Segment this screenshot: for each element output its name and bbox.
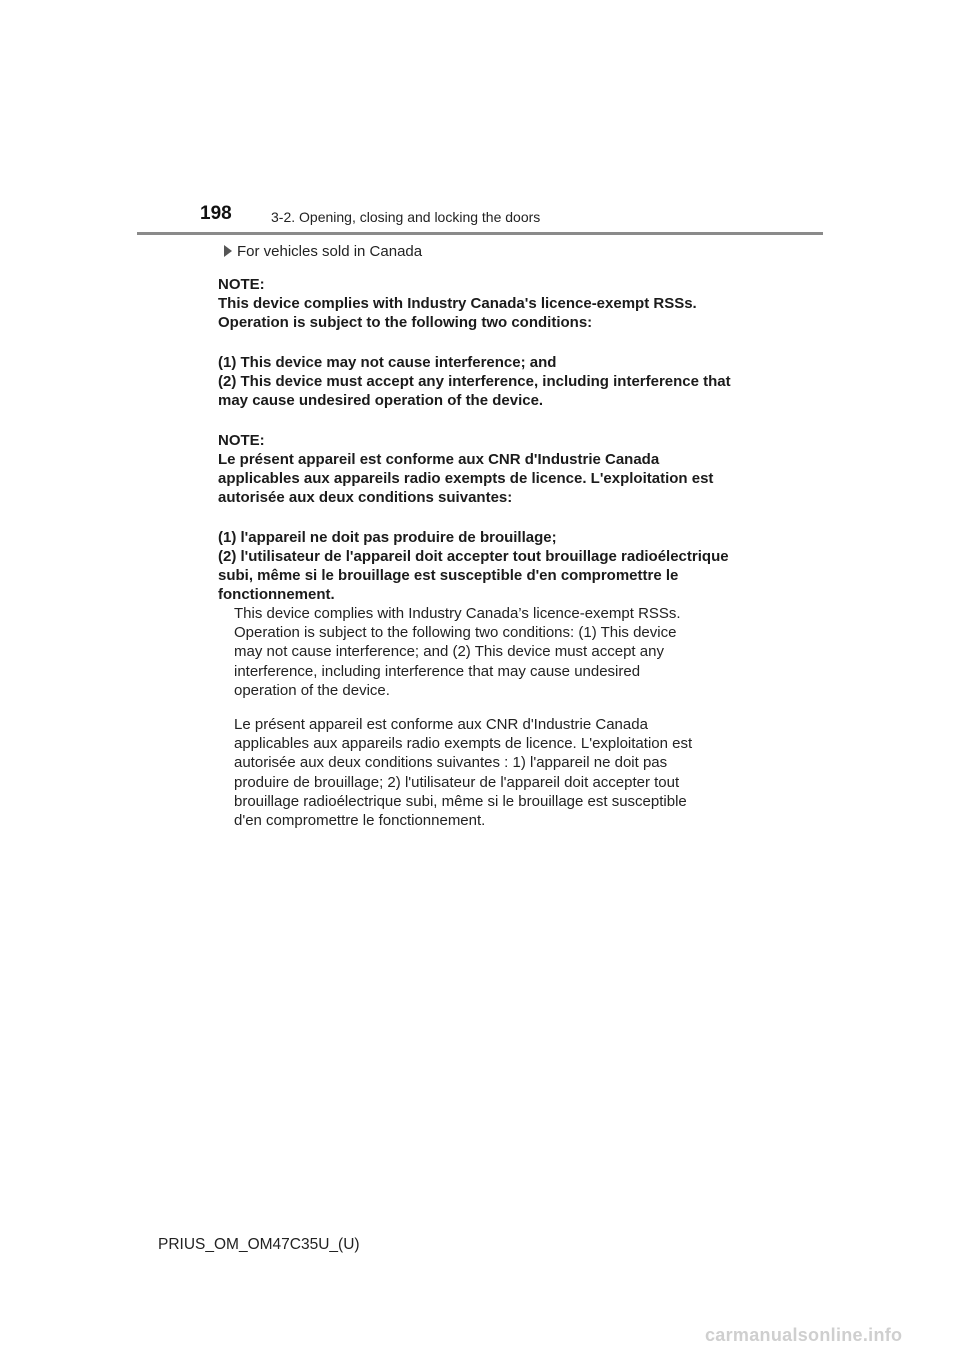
page-header bbox=[0, 0, 960, 240]
french-paragraph bbox=[234, 715, 754, 830]
notice-line: applicables aux appareils radio exempts de licence. L'exploitation est bbox=[218, 470, 714, 487]
notice-line: Le présent appareil est conforme aux CNR d'Industrie Canada bbox=[218, 451, 660, 468]
notice-line: Operation is subject to the following two conditions: bbox=[218, 314, 593, 331]
paragraph-line: Le présent appareil est conforme aux CNR d'Industrie Canada bbox=[234, 716, 648, 734]
notice-line: This device complies with Industry Canada's licence-exempt RSSs. bbox=[218, 295, 697, 312]
subheading-text: For vehicles sold in Canada bbox=[237, 243, 423, 260]
paragraph-line: produire de brouillage; 2) l'utilisateur de l'appareil doit accepter tout bbox=[234, 773, 680, 791]
paragraph-line: operation of the device. bbox=[234, 681, 390, 699]
condition-line: fonctionnement. bbox=[218, 586, 335, 603]
note-label: NOTE: bbox=[218, 276, 265, 293]
body-text bbox=[234, 604, 754, 845]
notice-line: autorisée aux deux conditions suivantes: bbox=[218, 489, 513, 506]
subheading bbox=[224, 243, 422, 260]
section-title: 3-2. Opening, closing and locking the doors bbox=[271, 209, 541, 225]
paragraph-line: may not cause interference; and (2) This device must accept any bbox=[234, 643, 664, 661]
condition-line: subi, même si le brouillage est susceptible d'en compromettre le bbox=[218, 567, 679, 584]
condition-line: (2) This device must accept any interference, including interference that bbox=[218, 373, 731, 390]
document-code: PRIUS_OM_OM47C35U_(U) bbox=[158, 1236, 360, 1253]
condition-line: (2) l'utilisateur de l'appareil doit accepter tout brouillage radioélectrique bbox=[218, 548, 729, 565]
condition-line: may cause undesired operation of the device. bbox=[218, 392, 544, 409]
condition-line: (1) l'appareil ne doit pas produire de brouillage; bbox=[218, 529, 557, 546]
condition-line: (1) This device may not cause interference; and bbox=[218, 354, 557, 371]
scanned-notice bbox=[218, 275, 738, 625]
scanned-french-statement bbox=[218, 431, 738, 507]
paragraph-line: brouillage radioélectrique subi, même si le brouillage est susceptible bbox=[234, 792, 687, 810]
triangle-bullet-icon bbox=[224, 245, 232, 257]
page-number: 198 bbox=[200, 203, 232, 224]
paragraph-line: d'en compromettre le fonctionnement. bbox=[234, 812, 486, 830]
scanned-french-conditions bbox=[218, 528, 738, 604]
paragraph-line: applicables aux appareils radio exempts de licence. L'exploitation est bbox=[234, 735, 693, 753]
english-paragraph bbox=[234, 604, 754, 700]
watermark: carmanualsonline.info bbox=[705, 1325, 903, 1345]
scanned-english-conditions bbox=[218, 353, 738, 410]
header-divider bbox=[137, 232, 823, 235]
scanned-english-statement bbox=[218, 275, 738, 332]
paragraph-line: This device complies with Industry Canada’s licence-exempt RSSs. bbox=[234, 605, 681, 622]
paragraph-line: Operation is subject to the following two conditions: (1) This device bbox=[234, 624, 677, 642]
paragraph-line: autorisée aux deux conditions suivantes : 1) l'appareil ne doit pas bbox=[234, 754, 668, 772]
paragraph-line: interference, including interference that may cause undesired bbox=[234, 662, 641, 680]
note-label: NOTE: bbox=[218, 432, 265, 449]
